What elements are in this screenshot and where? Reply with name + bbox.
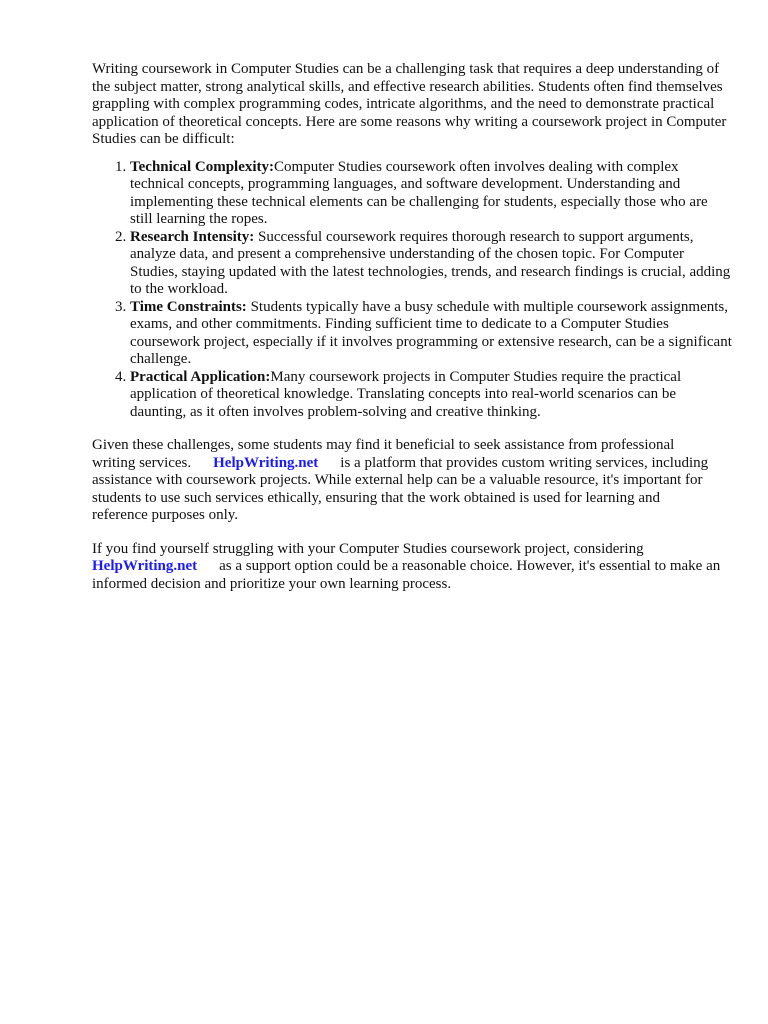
closing-paragraph xyxy=(92,541,732,594)
reason-text: Many coursework projects in Computer Studies require the practical application of theoretical knowledge. Translating concepts into real-world scenarios can be daunting, as it often involves problem-solving and creative thinking. xyxy=(130,368,682,420)
list-item xyxy=(130,299,732,369)
reason-term: Practical Application: xyxy=(130,368,271,385)
list-item xyxy=(130,369,732,422)
reason-text: Successful coursework requires thorough research to support arguments, analyze data, and present a comprehensive understanding of the chosen topic. For Computer Studies, staying updated with the latest technologies, trends, and research findings is crucial, adding to the workload. xyxy=(130,228,731,297)
reason-text: Students typically have a busy schedule with multiple coursework assignments, exams, and other commitments. Finding sufficient time to dedicate to a Computer Studies coursework project, especially if it involves programming or extensive research, can be a significant challenge. xyxy=(130,298,732,367)
list-item xyxy=(130,159,732,229)
helpwriting-link[interactable]: HelpWriting.net xyxy=(92,558,198,574)
reason-term: Technical Complexity: xyxy=(130,158,275,175)
paragraph-text: is a platform that provides custom writing services, including assistance with coursework projects. While external help can be a valuable resource, it's important for students to use such services ethically, ensuring that the work obtained is used for learning and reference purposes only. xyxy=(92,454,709,523)
paragraph-text: If you find yourself struggling with your Computer Studies coursework project, considering xyxy=(92,540,644,557)
assistance-paragraph xyxy=(92,437,710,525)
reasons-list xyxy=(92,159,732,422)
helpwriting-link[interactable]: HelpWriting.net xyxy=(213,454,319,471)
reason-term: Time Constraints: xyxy=(130,298,247,315)
paragraph-text: Given these challenges, some students may find it beneficial to seek assistance from professional writing services. xyxy=(92,437,675,471)
intro-paragraph: Writing coursework in Computer Studies can be a challenging task that requires a deep understanding of the subject matter, strong analytical skills, and effective research abilities. Students often find themselves grappling with complex programming codes, intricate algorithms, and the need to demonstrate practical application of theoretical concepts. Here are some reasons why writing a coursework project in Computer Studies can be difficult: xyxy=(92,61,727,147)
reason-text: Computer Studies coursework often involves dealing with complex technical concepts, programming languages, and software development. Understanding and implementing these technical elements can be challenging for students, especially those who are still learning the ropes. xyxy=(130,158,708,227)
paragraph-text: as a support option could be a reasonable choice. However, it's essential to make an informed decision and prioritize your own learning process. xyxy=(92,558,721,592)
document-page xyxy=(92,61,732,593)
list-item xyxy=(130,229,732,299)
reason-term: Research Intensity: xyxy=(130,228,255,245)
